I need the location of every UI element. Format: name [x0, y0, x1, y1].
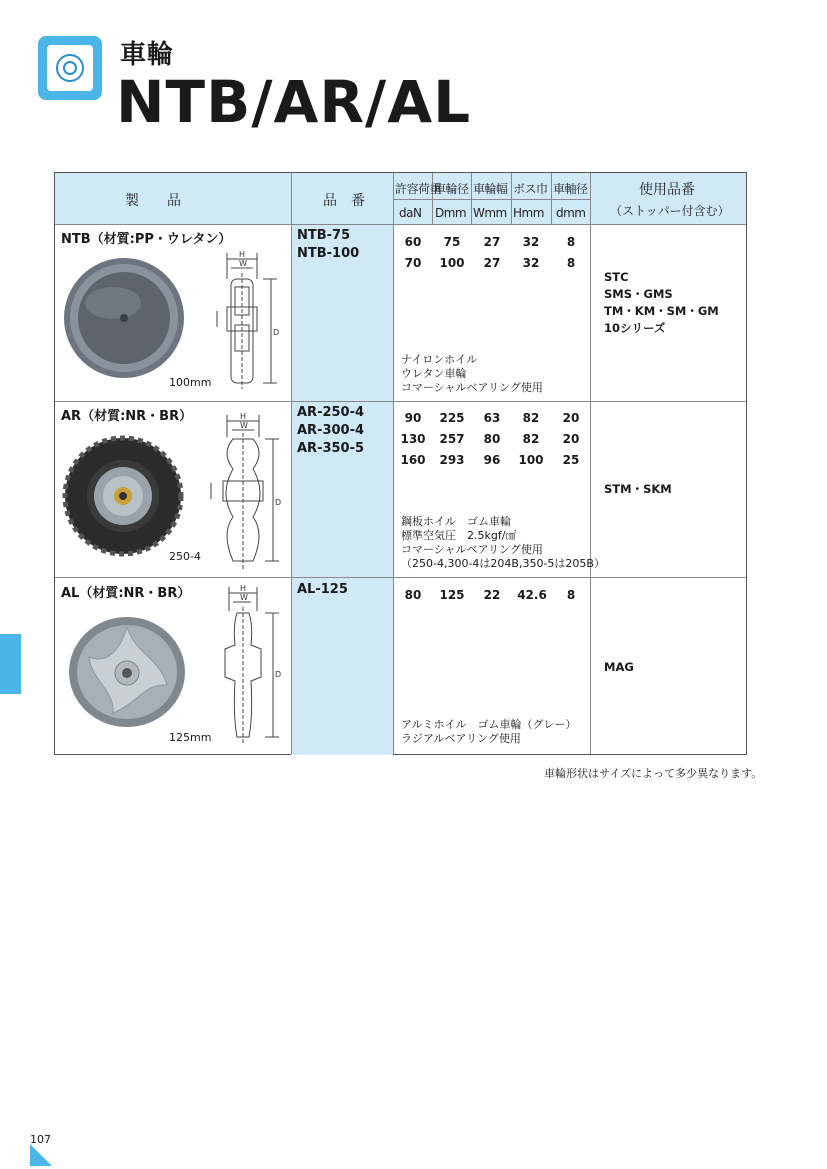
- hinban-item: NTB-75: [297, 228, 351, 243]
- spec-value: 20: [562, 432, 580, 446]
- note-line: 鋼板ホイル ゴム車輪: [401, 515, 511, 528]
- spec-value: 100: [518, 453, 544, 467]
- note-line: 標準空気圧 2.5kgf/㎠: [401, 529, 517, 542]
- hinban-column-bg: [291, 224, 393, 755]
- header-use-sub: （ストッパー付含む）: [610, 204, 730, 218]
- spec-value: 80: [404, 588, 422, 602]
- spec-value: 100: [439, 256, 465, 270]
- product-notes: [401, 515, 605, 571]
- use-item: TM・KM・SM・GM: [604, 304, 719, 318]
- hinban-item: AR-250-4: [297, 405, 365, 420]
- ntb-dimension-drawing: [205, 251, 285, 391]
- spec-value: 22: [483, 588, 501, 602]
- unit-axle: dmm: [556, 206, 586, 220]
- header-product: 製 品: [125, 193, 181, 209]
- use-item: MAG: [604, 660, 634, 674]
- note-line: ウレタン車輪: [401, 367, 467, 380]
- spec-value: 60: [404, 235, 422, 249]
- note-line: アルミホイル ゴム車輪（グレー）: [401, 718, 577, 731]
- dim-w: W: [240, 421, 248, 430]
- ar-dimension-drawing: [205, 413, 285, 573]
- dim-h: H: [240, 585, 247, 593]
- product-name: NTB（材質:PP・ウレタン）: [61, 232, 232, 247]
- spec-value: 225: [439, 411, 465, 425]
- section-tab-marker: [0, 634, 21, 694]
- spec-value: 160: [400, 453, 426, 467]
- model-title: NTB/AR/AL: [116, 68, 472, 136]
- hinban-list: [297, 227, 359, 263]
- product-notes: [401, 718, 577, 746]
- spec-value: 82: [522, 432, 540, 446]
- spec-value: 82: [522, 411, 540, 425]
- footnote: 車輪形状はサイズによって多少異なります。: [544, 767, 763, 780]
- header-use: 使用品番: [639, 182, 695, 198]
- spec-value: 125: [439, 588, 465, 602]
- section-logo-icon: [38, 36, 102, 100]
- size-label: 125mm: [169, 731, 212, 744]
- hinban-item: AR-300-4: [297, 423, 365, 438]
- spec-value: 32: [522, 235, 540, 249]
- page-number: 107: [30, 1133, 51, 1146]
- dim-w: W: [239, 259, 247, 268]
- unit-load: daN: [399, 206, 422, 220]
- ar-wheel-photo: [61, 435, 189, 557]
- spec-value: 8: [566, 588, 576, 602]
- spec-value: 27: [483, 256, 501, 270]
- spec-value: 20: [562, 411, 580, 425]
- spec-value: 80: [483, 432, 501, 446]
- dim-d: D: [275, 498, 282, 507]
- spec-value: 96: [483, 453, 501, 467]
- product-notes: [401, 353, 543, 395]
- hinban-item: AL-125: [297, 582, 348, 597]
- use-item: STC: [604, 270, 629, 284]
- spec-value: 63: [483, 411, 501, 425]
- unit-width: Wmm: [473, 206, 507, 220]
- note-line: （250-4,300-4は204B,350-5は205B）: [401, 557, 605, 570]
- spec-value: 293: [439, 453, 465, 467]
- spec-value: 8: [566, 235, 576, 249]
- product-name: AR（材質:NR・BR）: [61, 409, 193, 424]
- use-list: [604, 269, 719, 337]
- header-width: 車輪幅: [473, 182, 508, 196]
- header-axle: 車軸径: [553, 182, 588, 196]
- al-wheel-photo: [65, 613, 189, 731]
- spec-value: 32: [522, 256, 540, 270]
- note-line: ラジアルベアリング使用: [401, 732, 521, 745]
- use-list: [604, 481, 672, 498]
- spec-value: 75: [443, 235, 461, 249]
- al-dimension-drawing: [205, 585, 285, 747]
- spec-value: 70: [404, 256, 422, 270]
- spec-value: 8: [566, 256, 576, 270]
- hinban-list: [297, 581, 348, 599]
- note-line: ナイロンホイル: [401, 353, 478, 366]
- size-label: 250-4: [169, 550, 201, 563]
- spec-table: [54, 172, 747, 755]
- dim-h: H: [240, 413, 247, 421]
- header-load: 許容荷重: [395, 182, 442, 196]
- spec-value: 257: [439, 432, 465, 446]
- dim-w: W: [240, 593, 248, 602]
- ntb-wheel-photo: [61, 255, 187, 381]
- spec-value: 130: [400, 432, 426, 446]
- note-line: コマーシャルベアリング使用: [401, 381, 543, 394]
- unit-diameter: Dmm: [435, 206, 467, 220]
- spec-value: 27: [483, 235, 501, 249]
- product-name: AL（材質:NR・BR）: [61, 586, 191, 601]
- use-list: [604, 659, 634, 676]
- hinban-item: AR-350-5: [297, 441, 365, 456]
- header-diameter: 車輪径: [434, 182, 469, 196]
- header-boss: ボス巾: [513, 182, 548, 196]
- spec-value: 42.6: [517, 588, 547, 602]
- page-corner-mark: [30, 1144, 52, 1166]
- hinban-item: NTB-100: [297, 246, 360, 261]
- unit-boss: Hmm: [513, 206, 544, 220]
- use-item: 10シリーズ: [604, 321, 666, 335]
- category-title: 車輪: [120, 40, 175, 70]
- size-label: 100mm: [169, 376, 212, 389]
- note-line: コマーシャルベアリング使用: [401, 543, 543, 556]
- spec-value: 25: [562, 453, 580, 467]
- header-hinban: 品 番: [323, 193, 365, 209]
- dim-d: D: [275, 670, 282, 679]
- spec-value: 90: [404, 411, 422, 425]
- dim-h: H: [239, 251, 246, 259]
- use-item: STM・SKM: [604, 482, 672, 496]
- hinban-list: [297, 404, 364, 458]
- dim-d: D: [273, 328, 280, 337]
- use-item: SMS・GMS: [604, 287, 673, 301]
